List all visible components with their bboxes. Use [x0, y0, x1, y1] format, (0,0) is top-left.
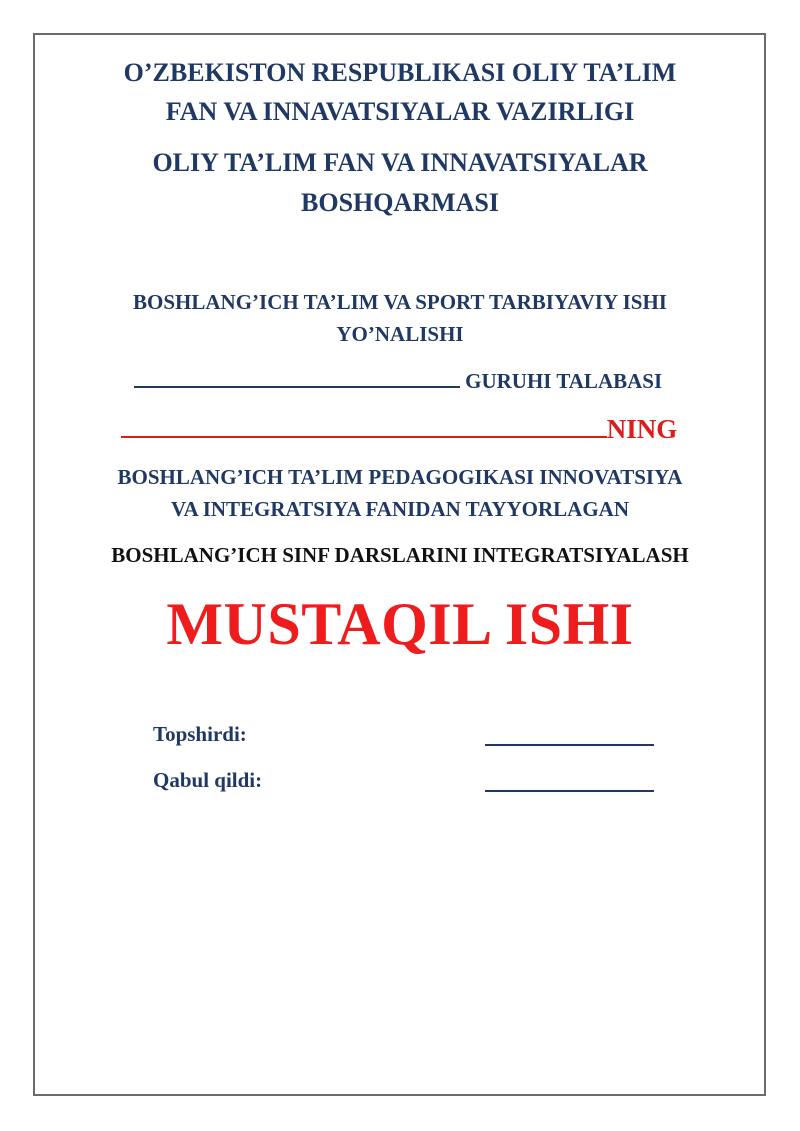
student-name-line	[0, 412, 799, 445]
topic-title: BOSHLANG’ICH SINF DARSLARINI INTEGRATSIYALASH	[111, 543, 689, 567]
subject-line2: VA INTEGRATSIYA FANIDAN TAYYORLAGAN	[170, 497, 630, 521]
accepted-label: Qabul qildi:	[153, 768, 263, 792]
group-line	[0, 366, 798, 394]
ministry-title-line1: O’ZBEKISTON RESPUBLIKASI OLIY TA’LIM	[123, 58, 677, 87]
direction-line1: BOSHLANG’ICH TA’LIM VA SPORT TARBIYAVIY ISHI	[133, 290, 667, 314]
department-title-line1: OLIY TA’LIM FAN VA INNAVATSIYALAR	[152, 148, 648, 177]
department-title-line2: BOSHQARMASI	[301, 188, 499, 217]
work-title: MUSTAQIL ISHI	[166, 591, 634, 657]
group-blank	[134, 366, 460, 388]
group-label: GURUHI TALABASI	[465, 369, 663, 393]
submitted-label: Topshirdi:	[153, 722, 247, 746]
student-name-blank	[121, 412, 607, 438]
subject-line1: BOSHLANG’ICH TA’LIM PEDAGOGIKASI INNOVATSIYA	[117, 465, 683, 489]
direction-line2: YO’NALISHI	[336, 322, 464, 346]
student-name-suffix: NING	[606, 414, 678, 444]
submitted-blank	[485, 744, 654, 746]
ministry-title-line2: FAN VA INNAVATSIYALAR VAZIRLIGI	[165, 97, 635, 126]
accepted-blank	[485, 790, 654, 792]
